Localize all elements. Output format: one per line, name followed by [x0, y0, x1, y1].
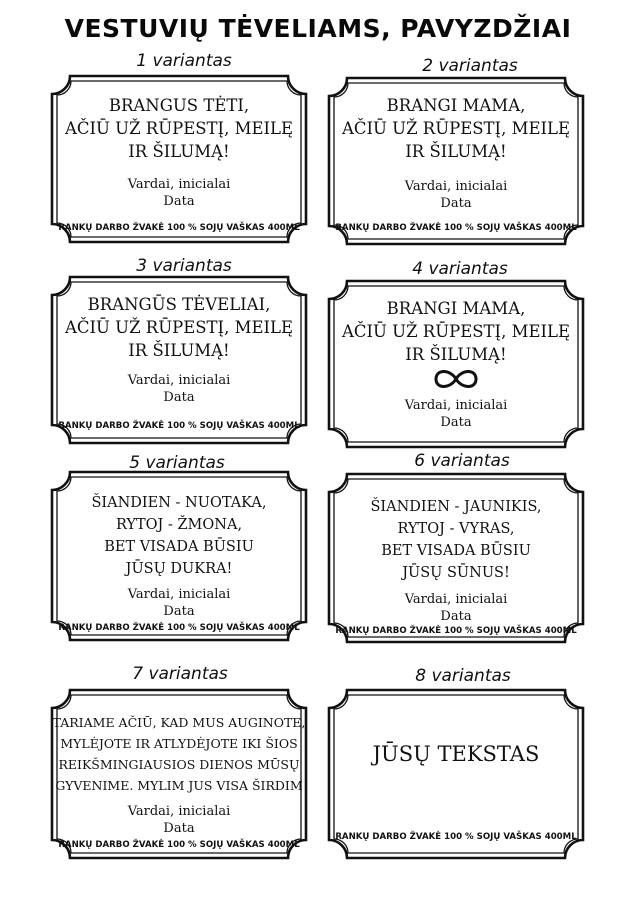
- date-placeholder: Data: [440, 415, 472, 430]
- message-line: AČIŪ UŽ RŪPESTĮ, MEILĘ: [341, 119, 571, 138]
- variant-label-4: 4 variantas: [412, 259, 508, 279]
- label-card-6: [327, 472, 585, 644]
- names-placeholder: Vardai, inicialai: [404, 592, 508, 607]
- footer-text: RANKŲ DARBO ŽVAKĖ 100 % SOJŲ VAŠKAS 400ML: [58, 623, 300, 633]
- message-line: AČIŪ UŽ RŪPESTĮ, MEILĘ: [64, 318, 294, 337]
- label-card-1: [50, 74, 308, 244]
- message-line: MYLĖJOTE IR ATLYDĖJOTE IKI ŠIOS: [60, 736, 298, 751]
- label-card-7: [50, 688, 308, 860]
- message-line: BRANGI MAMA,: [386, 299, 526, 318]
- date-placeholder: Data: [440, 196, 472, 211]
- message-line: BET VISADA BŪSIU: [381, 543, 531, 559]
- names-placeholder: Vardai, inicialai: [127, 587, 231, 602]
- message-line: BET VISADA BŪSIU: [104, 539, 254, 555]
- variant-label-6: 6 variantas: [414, 451, 510, 471]
- message-line: TARIAME AČIŪ, KAD MUS AUGINOTE,: [52, 715, 306, 730]
- footer-text: RANKŲ DARBO ŽVAKĖ 100 % SOJŲ VAŠKAS 400ML: [58, 223, 300, 233]
- variant-label-5: 5 variantas: [129, 453, 225, 473]
- message-line: ŠIANDIEN - NUOTAKA,: [91, 495, 267, 511]
- message-line: AČIŪ UŽ RŪPESTĮ, MEILĘ: [341, 322, 571, 341]
- variant-label-2: 2 variantas: [422, 56, 518, 76]
- message-line: ŠIANDIEN - JAUNIKIS,: [370, 499, 542, 515]
- message-line: JŪSŲ SŪNUS!: [402, 565, 510, 581]
- footer-text: RANKŲ DARBO ŽVAKĖ 100 % SOJŲ VAŠKAS 400ML: [335, 223, 577, 233]
- message-line: BRANGI MAMA,: [386, 96, 526, 115]
- names-placeholder: Vardai, inicialai: [127, 804, 231, 819]
- label-card-8: [327, 688, 585, 860]
- message-line: GYVENIME. MYLIM JUS VISA ŠIRDIM: [55, 778, 303, 793]
- message-line: IR ŠILUMĄ!: [128, 341, 230, 360]
- label-card-3: [50, 275, 308, 445]
- message-line: RYTOJ - VYRAS,: [397, 521, 515, 537]
- date-placeholder: Data: [440, 609, 472, 624]
- message-line: AČIŪ UŽ RŪPESTĮ, MEILĘ: [64, 119, 294, 138]
- footer-text: RANKŲ DARBO ŽVAKĖ 100 % SOJŲ VAŠKAS 400ML: [335, 832, 577, 842]
- message-line: IR ŠILUMĄ!: [128, 142, 230, 161]
- variant-label-1: 1 variantas: [136, 51, 232, 71]
- label-card-5: [50, 470, 308, 642]
- label-card-2: [327, 76, 585, 246]
- names-placeholder: Vardai, inicialai: [404, 179, 508, 194]
- message-line: IR ŠILUMĄ!: [405, 142, 507, 161]
- custom-text-placeholder: JŪSŲ TEKSTAS: [372, 742, 540, 766]
- message-line: JŪSŲ DUKRA!: [125, 561, 233, 577]
- footer-text: RANKŲ DARBO ŽVAKĖ 100 % SOJŲ VAŠKAS 400ML: [58, 840, 300, 850]
- variant-label-3: 3 variantas: [136, 256, 232, 276]
- message-line: RYTOJ - ŽMONA,: [115, 517, 243, 533]
- footer-text: RANKŲ DARBO ŽVAKĖ 100 % SOJŲ VAŠKAS 400ML: [58, 421, 300, 431]
- message-line: BRANGŪS TĖVELIAI,: [87, 295, 271, 314]
- label-card-4: [327, 279, 585, 449]
- message-line: IR ŠILUMĄ!: [405, 345, 507, 364]
- date-placeholder: Data: [163, 821, 195, 836]
- names-placeholder: Vardai, inicialai: [127, 177, 231, 192]
- date-placeholder: Data: [163, 390, 195, 405]
- infinity-icon: [432, 367, 480, 391]
- message-line: BRANGUS TĖTI,: [108, 96, 250, 115]
- message-line: REIKŠMINGIAUSIOS DIENOS MŪSŲ: [58, 757, 300, 772]
- variant-label-7: 7 variantas: [132, 664, 228, 684]
- names-placeholder: Vardai, inicialai: [127, 373, 231, 388]
- date-placeholder: Data: [163, 194, 195, 209]
- page-title: VESTUVIŲ TĖVELIAMS, PAVYZDŽIAI: [64, 14, 572, 43]
- names-placeholder: Vardai, inicialai: [404, 398, 508, 413]
- variant-label-8: 8 variantas: [415, 666, 511, 686]
- footer-text: RANKŲ DARBO ŽVAKĖ 100 % SOJŲ VAŠKAS 400ML: [335, 626, 577, 636]
- date-placeholder: Data: [163, 604, 195, 619]
